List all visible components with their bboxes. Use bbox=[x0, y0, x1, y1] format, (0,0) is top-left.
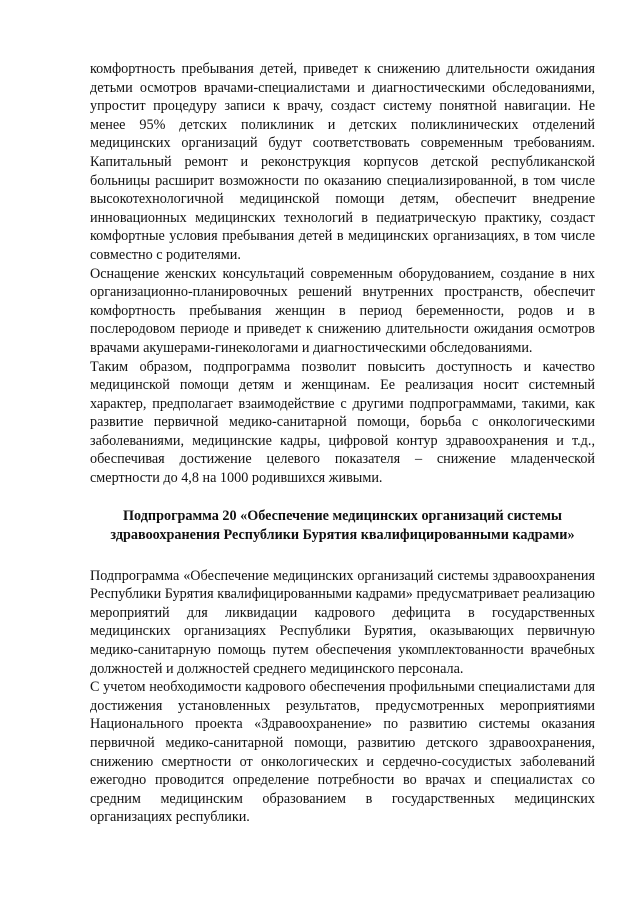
paragraph-staffing-needs: С учетом необходимости кадрового обеспечения профильными специалистами для достижения установленных результатов, предусмотренных мероприятиями Национального проекта «Здравоохранение» по развитию системы оказания первичной медико-санитарной помощи, развитию детского здравоохранения, снижению смертности от онкологических и сердечно-сосудистых заболеваний ежегодно проводится определение потребности во врачах и специалистах со средним медицинским образованием в государственных медицинских организациях республики. bbox=[90, 679, 595, 826]
paragraph-subprogram-summary: Таким образом, подпрограмма позволит повысить доступность и качество медицинской помощи детям и женщинам. Ее реализация носит системный характер, предполагает взаимодействие с другими подпрограммами, такими, как развитие первичной медико-санитарной помощи, борьба с онкологическими заболеваниями, медицинские кадры, цифровой контур здравоохранения и т.д., обеспечивая достижение целевого показателя – снижение младенческой смертности до 4,8 на 1000 родившихся живыми. bbox=[90, 358, 595, 487]
section-heading-line-1: Подпрограмма 20 «Обеспечение медицинских организаций системы bbox=[123, 507, 562, 524]
section-heading-line-2: здравоохранения Республики Бурятия квалифицированными кадрами» bbox=[110, 526, 575, 543]
paragraph-women-consultations: Оснащение женских консультаций современным оборудованием, создание в них организационно-планировочных решений внутренних пространств, обеспечит комфортность пребывания женщин в период беременности, родов и в послеродовом периоде и приведет к снижению длительности ожидания осмотров врачами акушерами-гинекологами и диагностическими обследованиями. bbox=[90, 265, 595, 356]
paragraph-child-clinics: комфортность пребывания детей, приведет к снижению длительности ожидания детьми осмотров врачами-специалистами и диагностическими обследованиями, упростит процедуру записи к врачу, создаст систему понятной навигации. Не менее 95% детских поликлиник и детских поликлинических отделений медицинских организаций будут соответствовать современным требованиям. Капитальный ремонт и реконструкция корпусов детской республиканской больницы расширит возможности по оказанию специализированной, в том числе высокотехнологичной медицинской помощи детям, обеспечит внедрение инновационных медицинских технологий в педиатрическую практику, создаст комфортные условия пребывания детей в медицинских организациях, в том числе совместно с родителями. bbox=[90, 61, 595, 263]
document-page bbox=[90, 60, 595, 827]
paragraph-subprogram-20-description: Подпрограмма «Обеспечение медицинских организаций системы здравоохранения Республики Бурятия квалифицированными кадрами» предусматривает реализацию мероприятий для ликвидации кадрового дефицита в государственных медицинских организациях Республики Бурятия, оказывающих первичную медико-санитарную помощь путем обеспечения укомплектованности врачебных должностей и должностей среднего медицинского персонала. bbox=[90, 567, 595, 677]
section-heading bbox=[90, 507, 595, 545]
